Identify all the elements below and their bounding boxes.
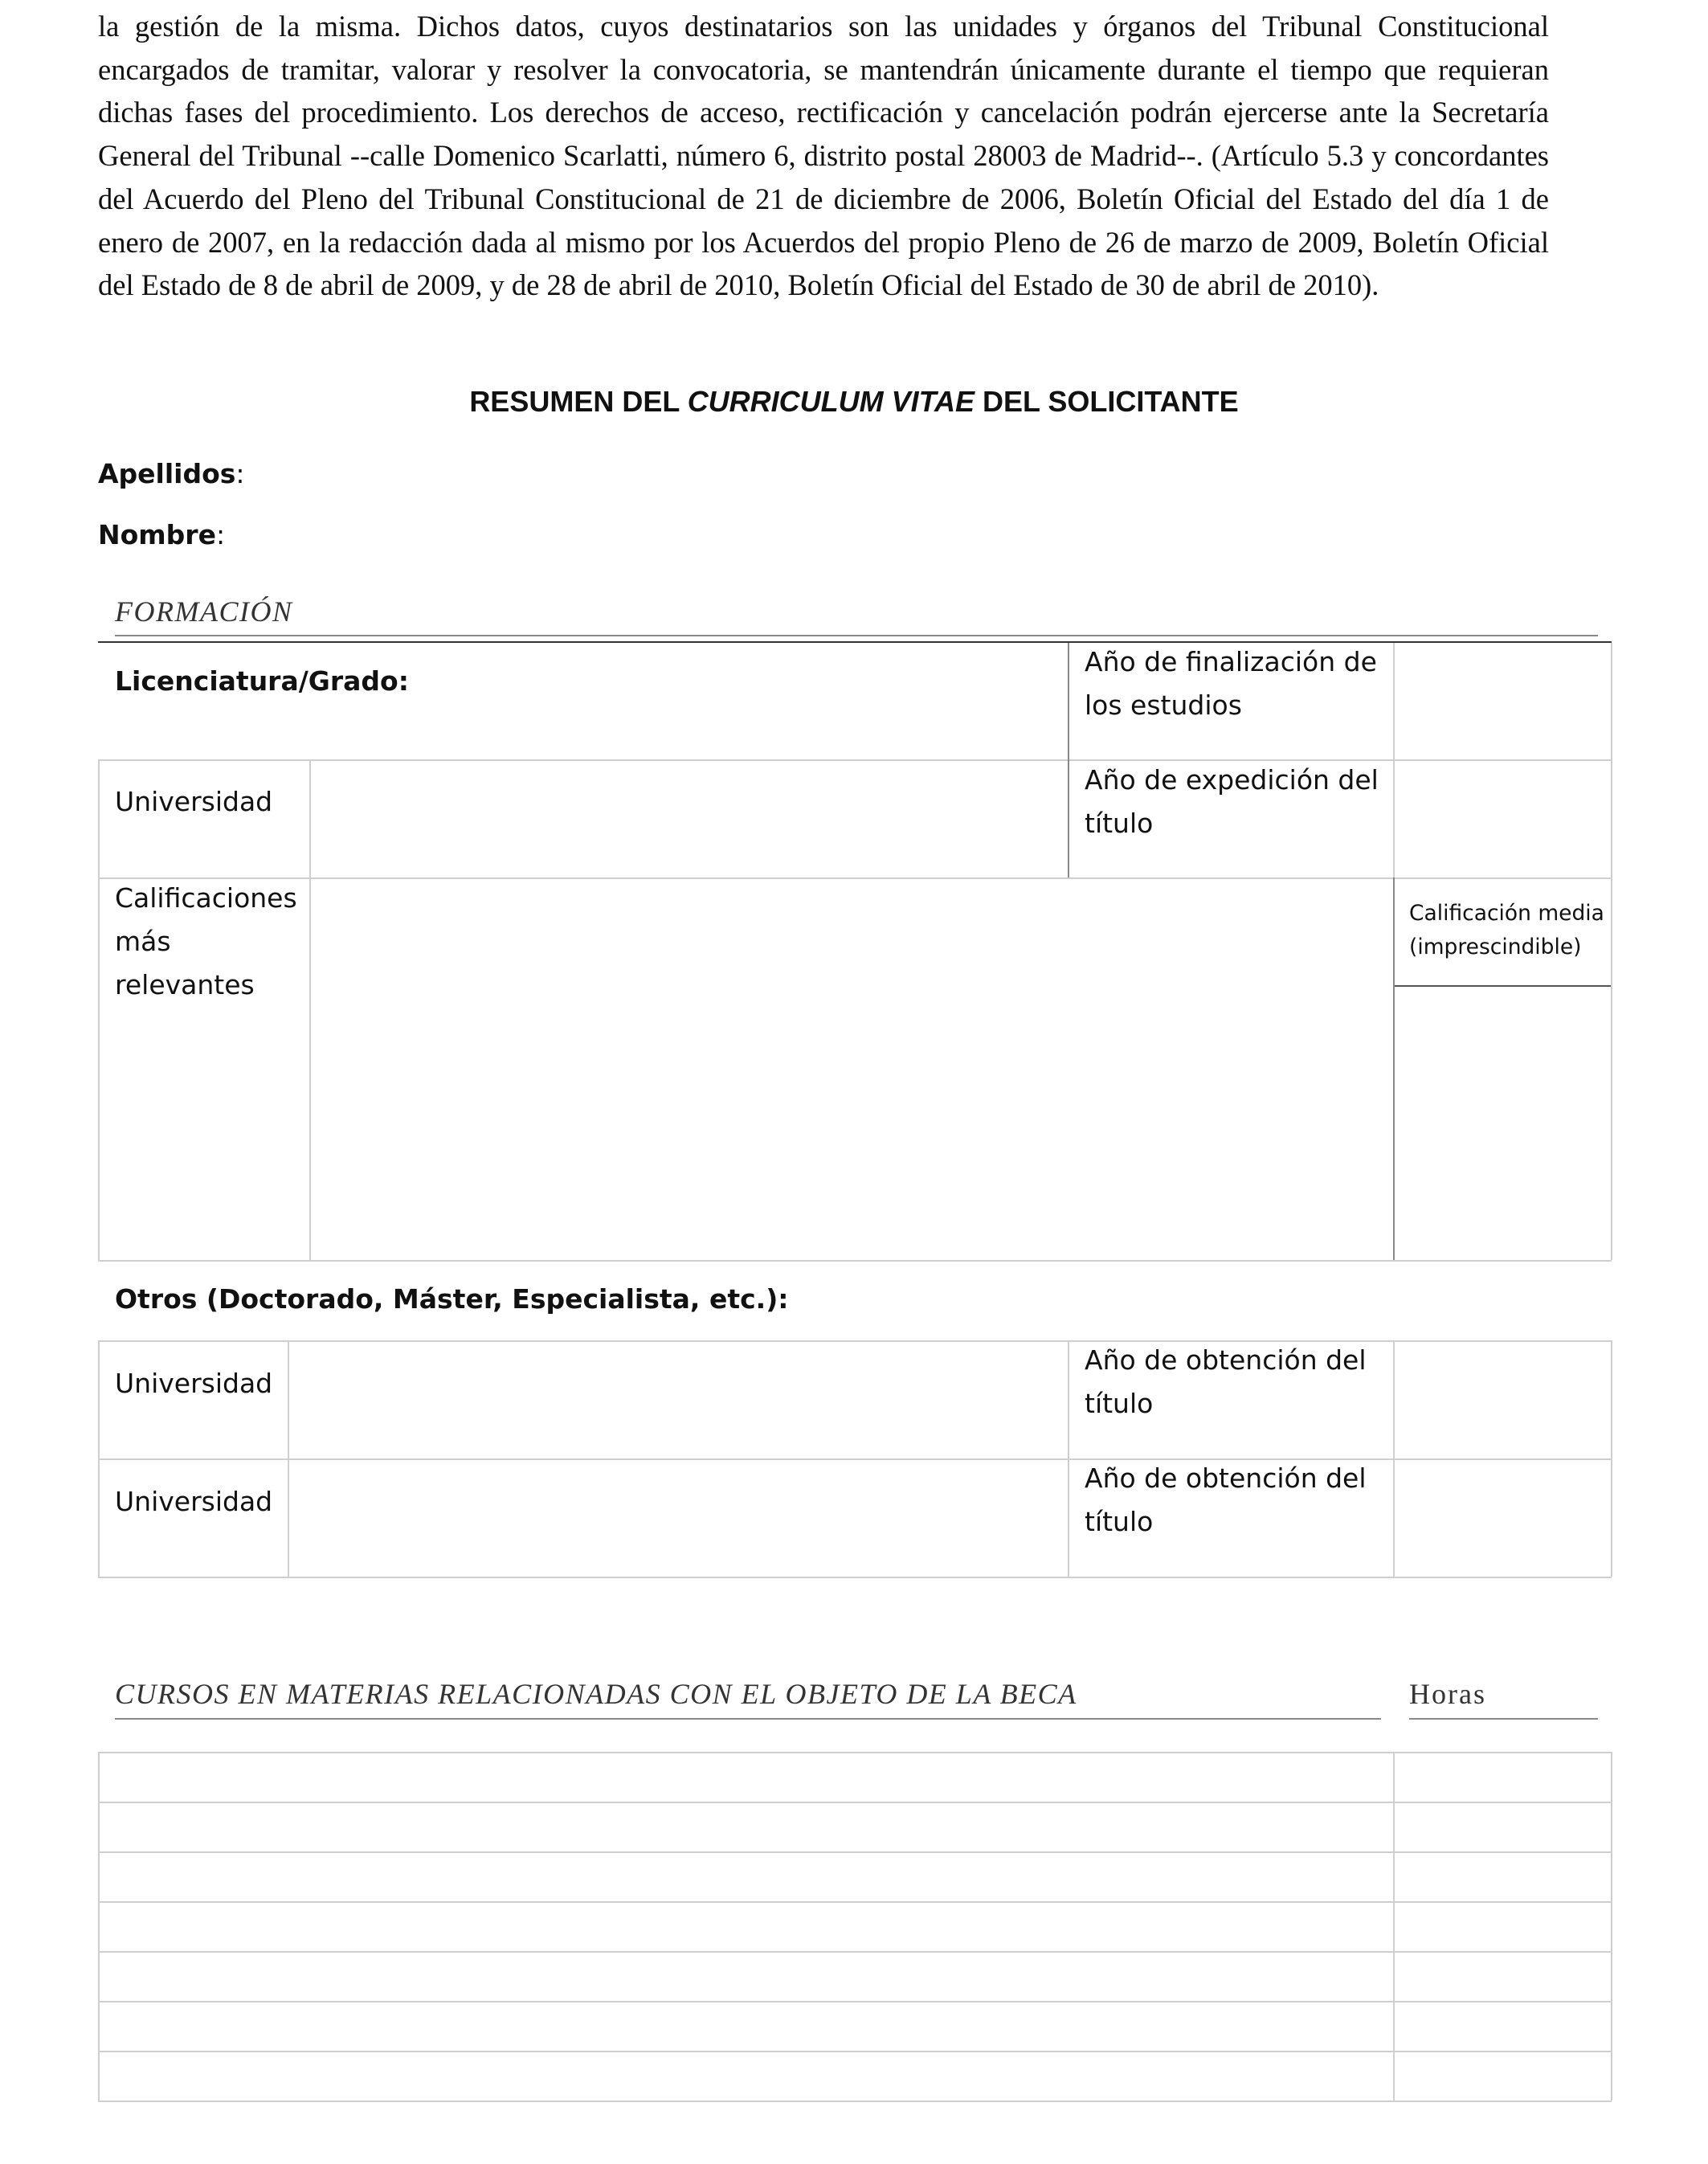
formacion-heading-rule: [115, 635, 1598, 636]
otros-universidad-label: Universidad: [115, 1368, 273, 1399]
universidad-label: Universidad: [115, 786, 273, 817]
otros-ano-obtencion-label-line1: Año de obtención del: [1085, 1344, 1367, 1376]
nombre-field[interactable]: [98, 517, 225, 553]
calificaciones-label-line3: relevantes: [115, 969, 255, 1000]
otros-ano-obtencion-label-line2: título: [1085, 1506, 1154, 1537]
ano-finalizacion-label-line2: los estudios: [1085, 689, 1242, 721]
licenciatura-label: Licenciatura/Grado:: [115, 665, 409, 697]
apellidos-label: Apellidos: [98, 458, 236, 489]
cv-title: [0, 384, 1708, 419]
nombre-colon: :: [215, 519, 226, 550]
intro-paragraph: la gestión de la misma. Dichos datos, cuyos destinatarios son las unidades y órganos del Tribunal Constitucional encargados de tramitar, valorar y resolver la convocatoria, se mantendrán únicamente durante el tiempo que requieran dichas fases del procedimiento. Los derechos de acceso, rectificación y cancelación podrán ejercerse ante la Secretaría General del Tribunal --calle Domenico Scarlatti, número 6, distrito postal 28003 de Madrid--. (Artículo 5.3 y concordantes del Acuerdo del Pleno del Tribunal Constitucional de 21 de diciembre de 2006, Boletín Oficial del Estado del día 1 de enero de 2007, en la redacción dada al mismo por los Acuerdos del propio Pleno de 26 de marzo de 2009, Boletín Oficial del Estado de 8 de abril de 2009, y de 28 de abril de 2010, Boletín Oficial del Estado de 30 de abril de 2010).: [98, 10, 1549, 302]
calificaciones-label-line2: más: [115, 926, 171, 957]
apellidos-colon: :: [235, 458, 245, 489]
cursos-heading-rule: [115, 1718, 1381, 1720]
formacion-heading: FORMACIÓN: [115, 595, 293, 628]
otros-universidad-label: Universidad: [115, 1486, 273, 1517]
calificacion-media-label-line1: Calificación media: [1409, 901, 1604, 926]
cv-title-prefix: RESUMEN DEL: [469, 385, 688, 418]
ano-expedicion-label-line1: Año de expedición del: [1085, 764, 1379, 796]
otros-ano-obtencion-label-line1: Año de obtención del: [1085, 1462, 1367, 1494]
horas-heading: Horas: [1409, 1678, 1486, 1710]
otros-label: Otros (Doctorado, Máster, Especialista, etc.):: [115, 1283, 789, 1315]
ano-expedicion-label-line2: título: [1085, 808, 1154, 839]
apellidos-field[interactable]: [98, 456, 245, 492]
horas-heading-rule: [1409, 1718, 1598, 1720]
nombre-label: Nombre: [98, 519, 216, 550]
ano-finalizacion-label-line1: Año de finalización de: [1085, 646, 1377, 677]
calificacion-media-label-line2: (imprescindible): [1409, 935, 1582, 959]
cv-title-suffix: DEL SOLICITANTE: [975, 385, 1239, 418]
calificaciones-label-line1: Calificaciones: [115, 882, 297, 914]
otros-ano-obtencion-label-line2: título: [1085, 1388, 1154, 1419]
formacion-table-top-rule: [98, 641, 1612, 643]
cursos-heading: CURSOS EN MATERIAS RELACIONADAS CON EL OBJETO DE LA BECA: [115, 1678, 1077, 1710]
cv-title-italic: CURRICULUM VITAE: [687, 385, 975, 418]
